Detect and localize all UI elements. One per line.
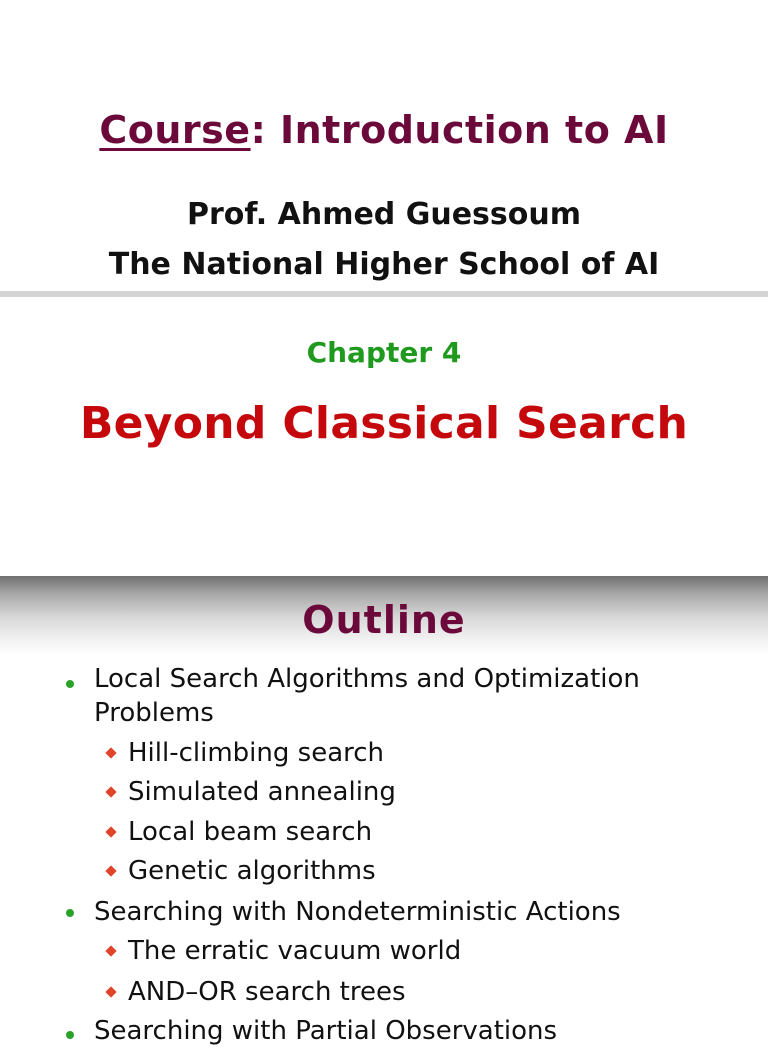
outline-title: Outline xyxy=(302,598,466,642)
outline-subitem: AND–OR search trees xyxy=(128,977,406,1007)
bullet-dot-icon xyxy=(66,680,74,688)
outline-subitem: Local beam search xyxy=(128,817,373,847)
chapter-title: Beyond Classical Search xyxy=(79,398,689,449)
chapter-label: Chapter 4 xyxy=(306,336,462,369)
professor-name: Prof. Ahmed Guessoum xyxy=(186,197,581,232)
outline-subitem: The erratic vacuum world xyxy=(128,936,462,966)
bullet-diamond-icon xyxy=(105,986,116,997)
bullet-dot-icon xyxy=(66,1031,74,1039)
bullet-diamond-icon xyxy=(105,747,116,758)
slide-separator xyxy=(0,291,768,297)
course-label: Course xyxy=(99,108,251,152)
outline-item: Searching with Partial Observations xyxy=(94,1016,558,1046)
bullet-diamond-icon xyxy=(105,865,116,876)
course-name: : Introduction to AI xyxy=(250,108,669,152)
course-title xyxy=(0,108,768,152)
outline-item: Searching with Nondeterministic Actions xyxy=(94,897,621,927)
outline-subitem: Genetic algorithms xyxy=(128,856,376,886)
outline-subitem: Simulated annealing xyxy=(128,777,396,807)
bullet-diamond-icon xyxy=(105,826,116,837)
outline-subitem: Hill-climbing search xyxy=(128,738,385,768)
bullet-diamond-icon xyxy=(105,945,116,956)
outline-slide xyxy=(0,576,768,1046)
bullet-dot-icon xyxy=(66,909,74,917)
bullet-diamond-icon xyxy=(105,786,116,797)
outline-item: Local Search Algorithms and Optimization Problems xyxy=(94,664,640,728)
school-name: The National Higher School of AI xyxy=(108,247,660,282)
